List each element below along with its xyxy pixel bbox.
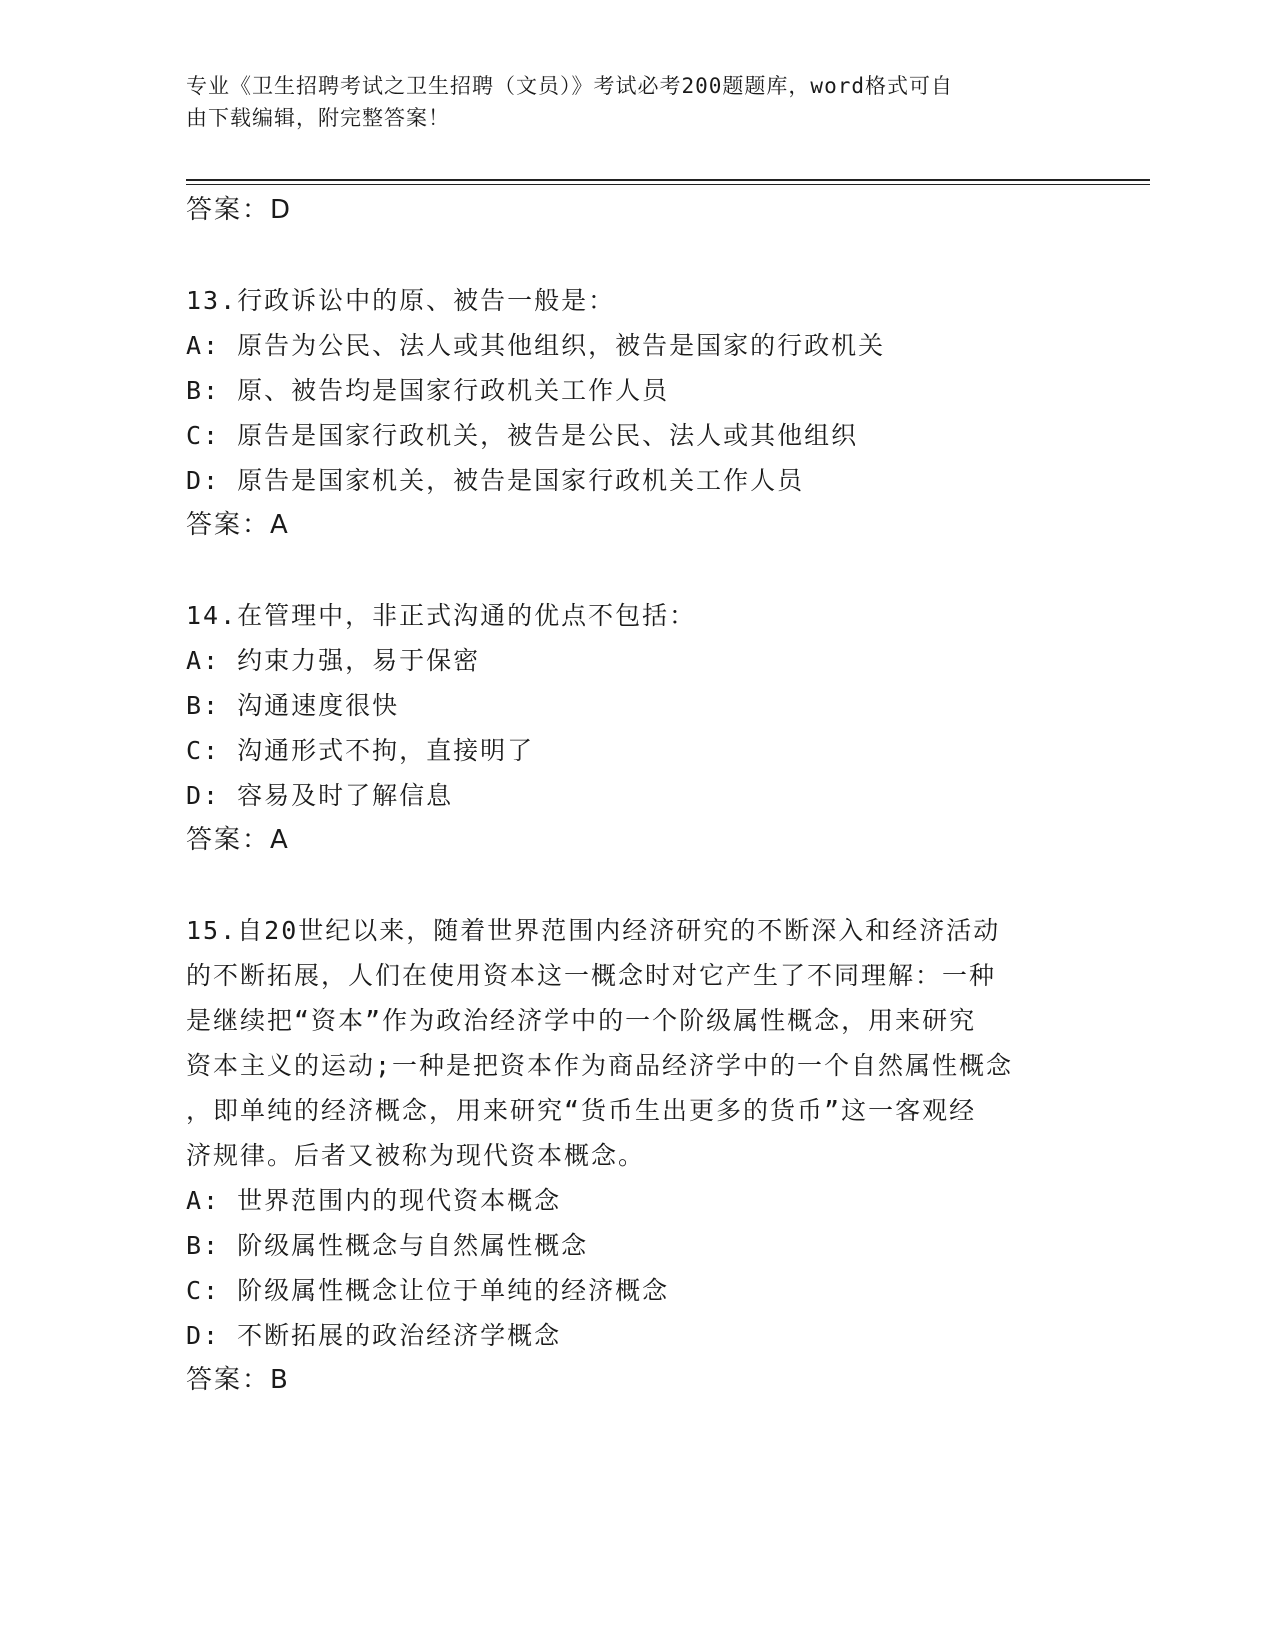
question-stem-line: 15.自20世纪以来，随着世界范围内经济研究的不断深入和经济活动 (186, 916, 1001, 945)
option-d: D: 不断拓展的政治经济学概念 (186, 1321, 562, 1350)
spacer (186, 548, 1086, 593)
document-header (186, 70, 1066, 134)
option-c: C: 原告是国家行政机关，被告是公民、法人或其他组织 (186, 421, 859, 450)
question-stem-line: 是继续把“资本”作为政治经济学中的一个阶级属性概念，用来研究 (186, 1006, 977, 1035)
question-15 (186, 908, 1086, 1403)
option-a: A: 原告为公民、法人或其他组织，被告是国家的行政机关 (186, 331, 886, 360)
header-rule-thick (186, 179, 1150, 181)
question-stem: 14.在管理中，非正式沟通的优点不包括： (186, 601, 697, 630)
option-a: A: 世界范围内的现代资本概念 (186, 1186, 562, 1215)
answer-line: 答案：B (186, 1365, 290, 1395)
option-c: C: 阶级属性概念让位于单纯的经济概念 (186, 1276, 670, 1305)
header-rule-thin (186, 184, 1150, 185)
header-line-2: 由下载编辑，附完整答案！ (186, 106, 450, 130)
question-stem-line: 济规律。后者又被称为现代资本概念。 (186, 1141, 646, 1170)
spacer (186, 233, 1086, 278)
question-stem-line: 资本主义的运动;一种是把资本作为商品经济学中的一个自然属性概念 (186, 1051, 1014, 1080)
option-d: D: 容易及时了解信息 (186, 781, 454, 810)
question-list (186, 188, 1086, 1403)
question-14 (186, 593, 1086, 863)
answer-line: 答案：D (186, 195, 293, 225)
option-a: A: 约束力强，易于保密 (186, 646, 481, 675)
answer-line: 答案：A (186, 825, 290, 855)
question-stem-line: 的不断拓展，人们在使用资本这一概念时对它产生了不同理解：一种 (186, 961, 997, 990)
option-d: D: 原告是国家机关，被告是国家行政机关工作人员 (186, 466, 805, 495)
question-13 (186, 278, 1086, 548)
option-c: C: 沟通形式不拘，直接明了 (186, 736, 535, 765)
question-stem-line: ，即单纯的经济概念，用来研究“货币生出更多的货币”这一客观经 (186, 1096, 977, 1125)
option-b: B: 阶级属性概念与自然属性概念 (186, 1231, 589, 1260)
question-stem: 13.行政诉讼中的原、被告一般是： (186, 286, 616, 315)
option-b: B: 沟通速度很快 (186, 691, 400, 720)
header-line-1: 专业《卫生招聘考试之卫生招聘（文员）》考试必考200题题库，word格式可自 (186, 74, 953, 98)
spacer (186, 863, 1086, 908)
option-b: B: 原、被告均是国家行政机关工作人员 (186, 376, 670, 405)
answer-line: 答案：A (186, 510, 290, 540)
